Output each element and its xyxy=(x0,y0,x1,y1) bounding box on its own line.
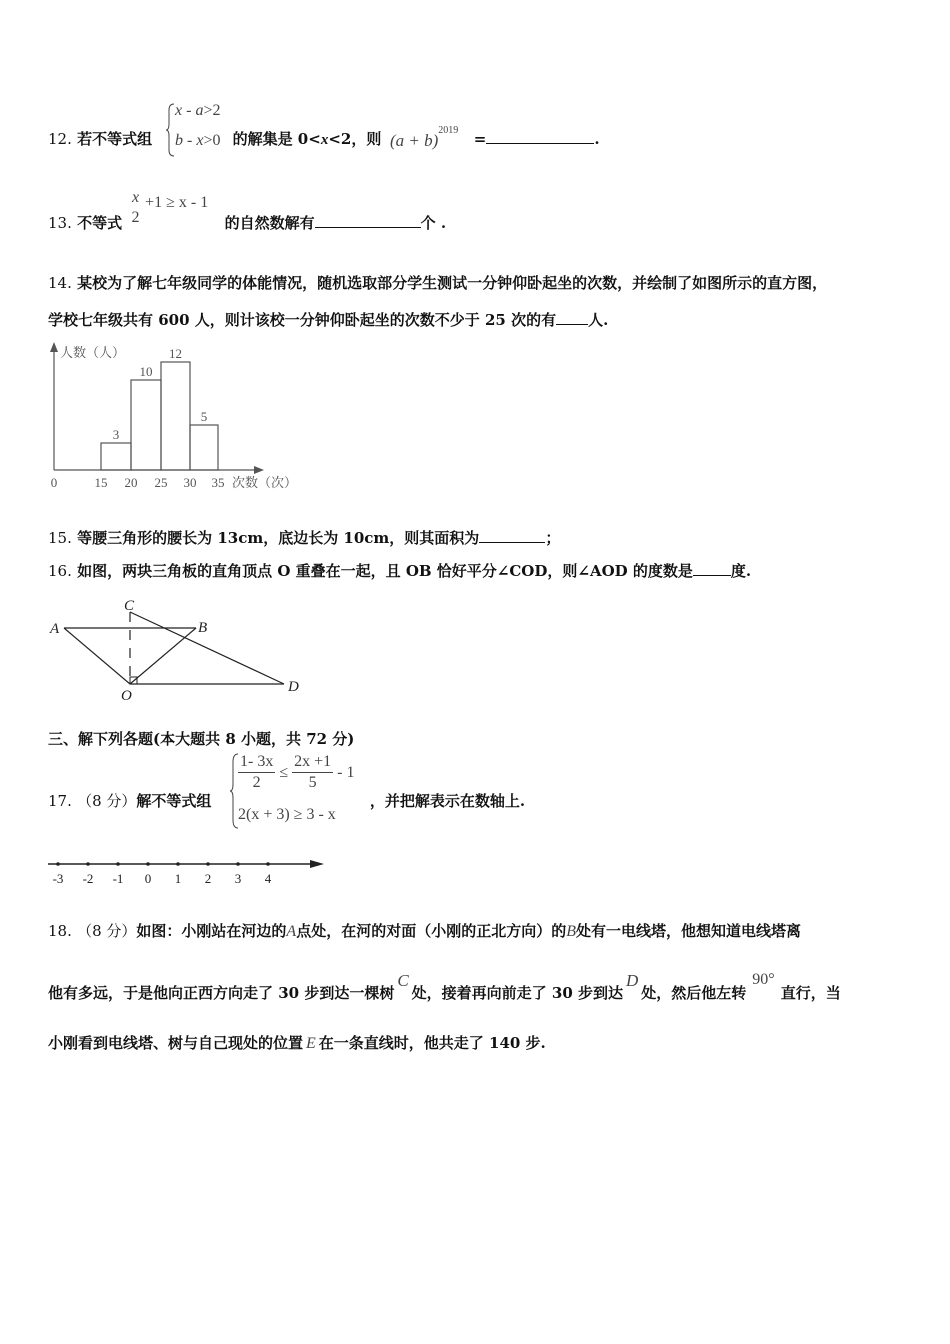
question-14-line-1 xyxy=(48,272,827,293)
segment-AO xyxy=(64,628,130,684)
number-line-label: -1 xyxy=(112,871,124,886)
q18-text-1a: 如图：小刚站在河边的 xyxy=(136,922,287,940)
x-tick-label: 20 xyxy=(124,475,138,490)
histogram-bar xyxy=(161,362,190,470)
label-A: A xyxy=(50,621,60,637)
q15-text: 等腰三角形的腰长为 13cm，底边长为 10cm，则其面积为 xyxy=(77,529,480,547)
number-line-label: 1 xyxy=(174,871,182,886)
number-line-tick xyxy=(266,862,270,866)
histogram-bar xyxy=(131,380,161,470)
number-line-label: -3 xyxy=(52,871,64,886)
q17-score: （8 分） xyxy=(77,792,137,810)
question-13 xyxy=(48,212,446,233)
number-line-arrow-icon xyxy=(310,860,324,868)
histogram-bar-label: 12 xyxy=(169,346,182,361)
q12-expression xyxy=(390,125,459,151)
q17-f2-denominator: 5 xyxy=(308,774,317,791)
q14-answer-blank xyxy=(556,310,588,325)
q17-inequality-line-2: 2(x + 3) ≥ 3 - x xyxy=(238,806,336,823)
q17-le-sign: ≤ xyxy=(279,763,289,781)
q13-end: 个 . xyxy=(420,214,447,232)
q17-fraction-1 xyxy=(238,752,275,793)
histogram-bar-label: 3 xyxy=(112,427,120,442)
number-line-tick xyxy=(56,862,60,866)
q14-end: 人. xyxy=(588,311,609,329)
number-line-tick xyxy=(236,862,240,866)
q18-score: （8 分） xyxy=(77,922,137,940)
q15-number: 15. xyxy=(48,529,72,547)
number-line-tick xyxy=(176,862,180,866)
question-16 xyxy=(48,560,751,581)
x-tick-label: 0 xyxy=(50,475,58,490)
x-tick-label: 25 xyxy=(154,475,168,490)
q17-tail: - 1 xyxy=(337,763,355,781)
q15-answer-blank xyxy=(479,528,545,543)
question-18-line-2 xyxy=(48,971,841,1003)
number-line xyxy=(44,852,334,892)
label-C: C xyxy=(124,598,135,614)
q12-inequality-system xyxy=(166,102,238,158)
q18-degree-90: 90° xyxy=(752,971,775,988)
question-18-line-3 xyxy=(48,1032,546,1053)
number-line-tick xyxy=(206,862,210,866)
q13-frac-numerator: x xyxy=(132,189,140,206)
q13-suffix: 的自然数解有 xyxy=(224,214,315,232)
histogram-bar-label: 10 xyxy=(139,364,153,379)
number-line-label: 2 xyxy=(204,871,212,886)
label-B: B xyxy=(198,620,208,636)
q12-end: . xyxy=(594,130,600,148)
q17-inequality-system xyxy=(230,752,380,830)
x-tick-label: 15 xyxy=(94,475,108,490)
q13-fraction xyxy=(130,188,141,228)
q13-answer-blank xyxy=(315,213,421,228)
q12-sys-l1-minus: - xyxy=(186,102,192,119)
question-14-line-2 xyxy=(48,309,608,330)
q17-number: 17. xyxy=(48,792,72,810)
number-line-label: -2 xyxy=(82,871,94,886)
q18-point-C: C xyxy=(397,971,409,990)
q18-point-D: D xyxy=(626,971,639,990)
q12-sys-l1-a: a xyxy=(195,102,204,119)
histogram-bar-label: 5 xyxy=(200,409,208,424)
y-axis-arrow-icon xyxy=(50,342,58,352)
q16-end: 度. xyxy=(730,562,752,580)
x-axis-label: 次数（次） xyxy=(232,475,298,490)
q16-answer-blank xyxy=(693,561,731,576)
q18-text-2c: 处，然后他左转 xyxy=(641,984,747,1002)
histogram-bar xyxy=(101,443,131,470)
q17-fraction-2 xyxy=(292,752,333,793)
question-15 xyxy=(48,527,560,548)
q15-end: ； xyxy=(545,529,561,547)
q17-f1-numerator: 1- 3x xyxy=(238,752,275,773)
q14-text-2: 学校七年级共有 600 人，则计该校一分钟仰卧起坐的次数不少于 25 次的有 xyxy=(48,311,557,329)
q12-suffix: = xyxy=(473,130,487,148)
q18-text-3b: 在一条直线时，他共走了 140 步. xyxy=(318,1034,546,1052)
question-12 xyxy=(48,128,600,149)
q12-sys-l1-x: x xyxy=(175,102,183,119)
label-D: D xyxy=(288,679,299,695)
q12-sys-l2-b: b xyxy=(175,132,183,149)
q14-number: 14. xyxy=(48,274,72,292)
q18-text-1b: 点处，在河的对面（小刚的正北方向）的 xyxy=(296,922,567,940)
q12-number: 12. xyxy=(48,130,72,148)
question-18-line-1 xyxy=(48,920,801,941)
q18-number: 18. xyxy=(48,922,72,940)
q13-inequality-rest: +1 ≥ x - 1 xyxy=(145,194,209,211)
q18-point-A: A xyxy=(286,923,297,940)
q18-text-2b: 处，接着再向前走了 30 步到达 xyxy=(411,984,623,1002)
q13-inequality xyxy=(130,188,208,228)
q17-suffix: ，并把解表示在数轴上. xyxy=(369,792,526,810)
q13-number: 13. xyxy=(48,214,72,232)
section-3-title: 三、解下列各题(本大题共 8 小题，共 72 分) xyxy=(48,730,355,748)
q12-answer-blank xyxy=(486,129,594,144)
q17-f1-denominator: 2 xyxy=(252,774,261,791)
x-tick-label: 30 xyxy=(183,475,197,490)
q18-text-2d: 直行，当 xyxy=(780,984,841,1002)
q12-sys-l2-minus: - xyxy=(187,132,193,149)
number-line-tick xyxy=(86,862,90,866)
number-line-tick xyxy=(146,862,150,866)
q17-f2-numerator: 2x +1 xyxy=(292,752,333,773)
q12-sys-l2-x: x xyxy=(196,132,204,149)
number-line-tick xyxy=(116,862,120,866)
q12-middle2: <2，则 xyxy=(328,130,382,148)
q18-text-3a: 小刚看到电线塔、树与自己现处的位置 xyxy=(48,1034,304,1052)
q12-expr-exponent: 2019 xyxy=(438,125,459,137)
q13-frac-denominator: 2 xyxy=(131,209,140,226)
x-axis-arrow-icon xyxy=(254,466,264,474)
triangle-figure xyxy=(44,594,314,704)
q12-expr-base: (a + b) xyxy=(390,131,439,150)
histogram-bar xyxy=(190,425,218,470)
q16-number: 16. xyxy=(48,562,72,580)
q18-text-1c: 处有一电线塔，他想知道电线塔离 xyxy=(576,922,802,940)
number-line-label: 0 xyxy=(144,871,152,886)
q14-text-1: 某校为了解七年级同学的体能情况，随机选取部分学生测试一分钟仰卧起坐的次数，并绘制了如图所示的直方图， xyxy=(77,274,828,292)
q17-prefix: 解不等式组 xyxy=(136,792,212,810)
x-tick-label: 35 xyxy=(211,475,225,490)
q18-text-2a: 他有多远，于是他向正西方向走了 30 步到达一棵树 xyxy=(48,984,395,1002)
q12-middle: 的解集是 0< xyxy=(232,130,321,148)
q12-sys-l2-rhs: >0 xyxy=(203,132,221,149)
q16-text: 如图，两块三角板的直角顶点 O 重叠在一起，且 OB 恰好平分∠COD，则∠AOD 的度数是 xyxy=(77,562,693,580)
q12-var-x: x xyxy=(320,132,329,148)
q18-point-B: B xyxy=(566,923,576,940)
q13-prefix: 不等式 xyxy=(77,214,123,232)
segment-BO xyxy=(130,628,196,684)
label-O: O xyxy=(121,688,132,704)
q12-prefix: 若不等式组 xyxy=(77,130,153,148)
q12-sys-l1-rhs: >2 xyxy=(203,102,221,119)
q18-point-E: E xyxy=(306,1035,316,1052)
number-line-label: 3 xyxy=(234,871,242,886)
y-axis-label: 人数（人） xyxy=(60,345,126,360)
number-line-label: 4 xyxy=(264,871,272,886)
histogram-chart xyxy=(40,338,320,498)
